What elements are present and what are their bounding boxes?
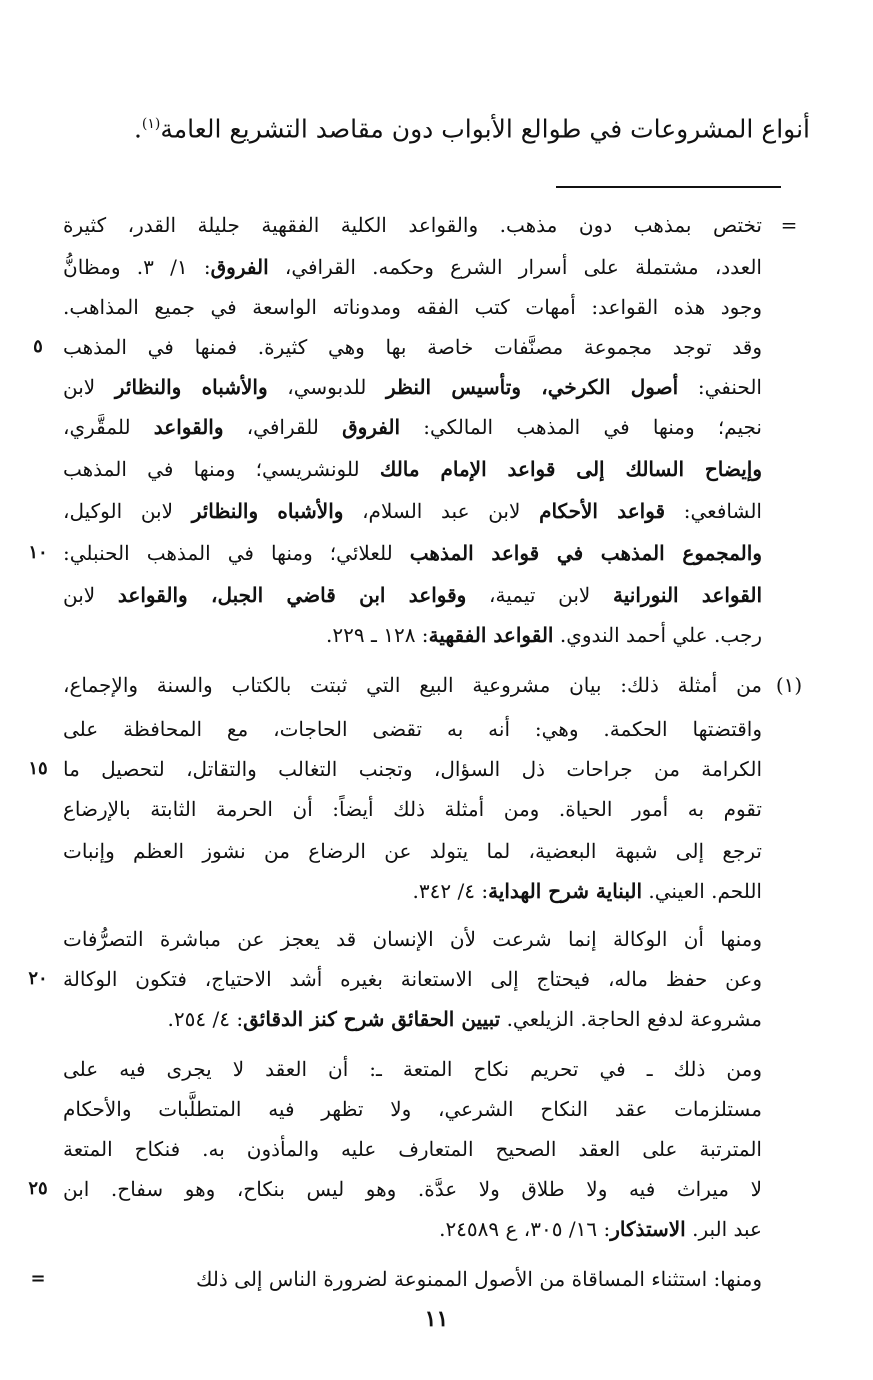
bold-citation: وقواعد ابن قاضي الجبل، والقواعد xyxy=(117,583,467,607)
line-text: من أمثلة ذلك: بيان مشروعية البيع التي ثبتت بالكتاب والسنة والإجماع، xyxy=(63,673,762,697)
page-number: ١١ xyxy=(424,1306,449,1332)
line-text: وعن حفظ ماله، فيحتاج إلى الاستعانة بغيره أشد الاحتياج، فتكون الوكالة xyxy=(63,967,762,991)
footnote-line xyxy=(413,874,762,908)
line-text: واقتضتها الحكمة. وهي: أنه به تقضى الحاجات، مع المحافظة على xyxy=(63,717,762,741)
footnote-line xyxy=(63,1132,762,1166)
bold-citation: البناية شرح الهداية xyxy=(488,879,643,903)
main-text-line xyxy=(134,104,810,149)
line-text: للقرافي، xyxy=(223,415,343,439)
line-text: لابن تيمية، xyxy=(466,583,614,607)
footnote-line xyxy=(63,792,762,826)
line-text: ومنها أن الوكالة إنما شرعت لأن الإنسان قد يعجز عن مباشرة التصرُّفات xyxy=(63,927,762,951)
footnote-line xyxy=(63,752,762,786)
bold-citation: الفروق xyxy=(342,415,401,439)
line-text: للعلائي؛ ومنها في المذهب الحنبلي: xyxy=(63,541,410,565)
line-text: الشافعي: xyxy=(665,499,762,523)
line-text: لا ميراث فيه ولا طلاق ولا عدَّة. وهو ليس بنكاح، وهو سفاح. ابن xyxy=(63,1177,762,1201)
line-text: تختص بمذهب دون مذهب. والقواعد الكلية الفقهية جليلة القدر، كثيرة xyxy=(63,213,762,237)
line-number: ١٥ xyxy=(28,758,48,779)
line-text: المترتبة على العقد الصحيح المتعارف عليه والمأذون به. فنكاح المتعة xyxy=(63,1137,762,1161)
line-text: ومن ذلك ـ في تحريم نكاح المتعة ـ: أن العقد لا يجرى فيه على xyxy=(63,1057,762,1081)
line-text: وجود هذه القواعد: أمهات كتب الفقه ومدوناته الواسعة في جميع المذاهب. xyxy=(63,295,762,319)
line-text: لابن xyxy=(63,583,118,607)
footnote-line xyxy=(63,1092,762,1126)
line-text: : ٤/ ٣٤٢. xyxy=(412,879,489,903)
footnote-line xyxy=(63,834,762,868)
line-text: عبد البر. xyxy=(685,1217,762,1241)
footnote-line xyxy=(63,1172,762,1206)
footnote-line xyxy=(63,494,762,528)
continued-footnote-mark: = xyxy=(780,213,798,237)
line-number: ١٠ xyxy=(28,542,48,563)
footnote-line xyxy=(63,578,762,612)
bold-citation: تبيين الحقائق شرح كنز الدقائق xyxy=(243,1007,501,1031)
bold-citation: الاستذكار xyxy=(610,1217,686,1241)
footnote-line xyxy=(63,250,762,284)
footnote-line xyxy=(63,668,762,702)
bold-citation: والأشباه والنظائر xyxy=(114,375,268,399)
footnote-marker: (١) xyxy=(775,673,803,697)
line-text: : ١٦/ ٣٠٥، ع ٢٤٥٨٩. xyxy=(439,1217,611,1241)
bold-citation: والمجموع المذهب في قواعد المذهب xyxy=(409,541,762,565)
footnote-line xyxy=(63,410,762,444)
line-text: مستلزمات عقد النكاح الشرعي، ولا تظهر فيه المتطلَّبات والأحكام xyxy=(63,1097,762,1121)
line-text: للدبوسي، xyxy=(267,375,386,399)
line-text: لابن عبد السلام، xyxy=(343,499,540,523)
bold-citation: والقواعد xyxy=(153,415,224,439)
bold-citation: أصول الكرخي، وتأسيس النظر xyxy=(385,375,679,399)
footnote-line xyxy=(63,208,762,242)
line-text: مشروعة لدفع الحاجة. الزيلعي. xyxy=(500,1007,762,1031)
line-text: نجيم؛ ومنها في المذهب المالكي: xyxy=(400,415,762,439)
main-text-end: . xyxy=(133,114,142,144)
line-text: اللحم. العيني. xyxy=(642,879,762,903)
line-text: وقد توجد مجموعة مصنَّفات خاصة بها وهي كثيرة. فمنها في المذهب xyxy=(63,335,762,359)
line-text: ترجع إلى شبهة البعضية، لما يتولد عن الرضاع من نشوز العظم وإنبات xyxy=(63,839,762,863)
line-text: للونشريسي؛ ومنها في المذهب xyxy=(63,457,380,481)
footnote-line xyxy=(63,712,762,746)
footnote-separator xyxy=(556,186,781,188)
bold-citation: وإيضاح السالك إلى قواعد الإمام مالك xyxy=(379,457,763,481)
line-text: : ٤/ ٢٥٤. xyxy=(167,1007,244,1031)
line-number: ٢٥ xyxy=(28,1178,48,1199)
footnote-line xyxy=(439,1212,762,1246)
main-text: أنواع المشروعات في طوالع الأبواب دون مقاصد التشريع العامة xyxy=(160,114,810,144)
footnote-line xyxy=(63,330,762,364)
line-number: ٢٠ xyxy=(28,968,48,989)
line-text: العدد، مشتملة على أسرار الشرع وحكمه. القرافي، xyxy=(268,255,762,279)
line-text: لابن الوكيل، xyxy=(63,499,192,523)
line-text: ومنها: استثناء المساقاة من الأصول الممنوعة لضرورة الناس إلى ذلك xyxy=(195,1267,762,1291)
line-text: الكرامة من جراحات ذل السؤال، وتجنب التغالب والتقاتل، لتحصيل ما xyxy=(63,757,762,781)
line-text: : ١/ ٣. ومظانُّ xyxy=(63,255,211,279)
footnote-line xyxy=(63,962,762,996)
footnote-line xyxy=(63,536,762,570)
footnote-reference: (١) xyxy=(141,116,161,132)
footnote-line xyxy=(63,922,762,956)
footnote-line xyxy=(326,618,762,652)
footnote-line xyxy=(168,1002,762,1036)
line-text: للمقَّري، xyxy=(63,415,154,439)
footnote-line xyxy=(63,290,762,324)
bold-citation: القواعد الفقهية xyxy=(428,623,554,647)
footnote-line xyxy=(196,1262,762,1296)
footnote-line xyxy=(63,1052,762,1086)
line-text: : ١٢٨ ـ ٢٢٩. xyxy=(326,623,429,647)
footnote-line xyxy=(63,370,762,404)
line-text: الحنفي: xyxy=(678,375,762,399)
bold-citation: القواعد النورانية xyxy=(613,583,763,607)
line-text: لابن xyxy=(63,375,115,399)
bold-citation: قواعد الأحكام xyxy=(539,499,666,523)
bold-citation: الفروق xyxy=(210,255,269,279)
line-text: رجب. علي أحمد الندوي. xyxy=(553,623,762,647)
bold-citation: والأشباه والنظائر xyxy=(191,499,344,523)
trailing-continuation-mark: = xyxy=(30,1268,46,1289)
line-text: تقوم به أمور الحياة. ومن أمثلة ذلك أيضاً: أن الحرمة الثابتة بالإرضاع xyxy=(63,797,762,821)
footnote-line xyxy=(63,452,762,486)
line-number: ٥ xyxy=(33,336,43,357)
